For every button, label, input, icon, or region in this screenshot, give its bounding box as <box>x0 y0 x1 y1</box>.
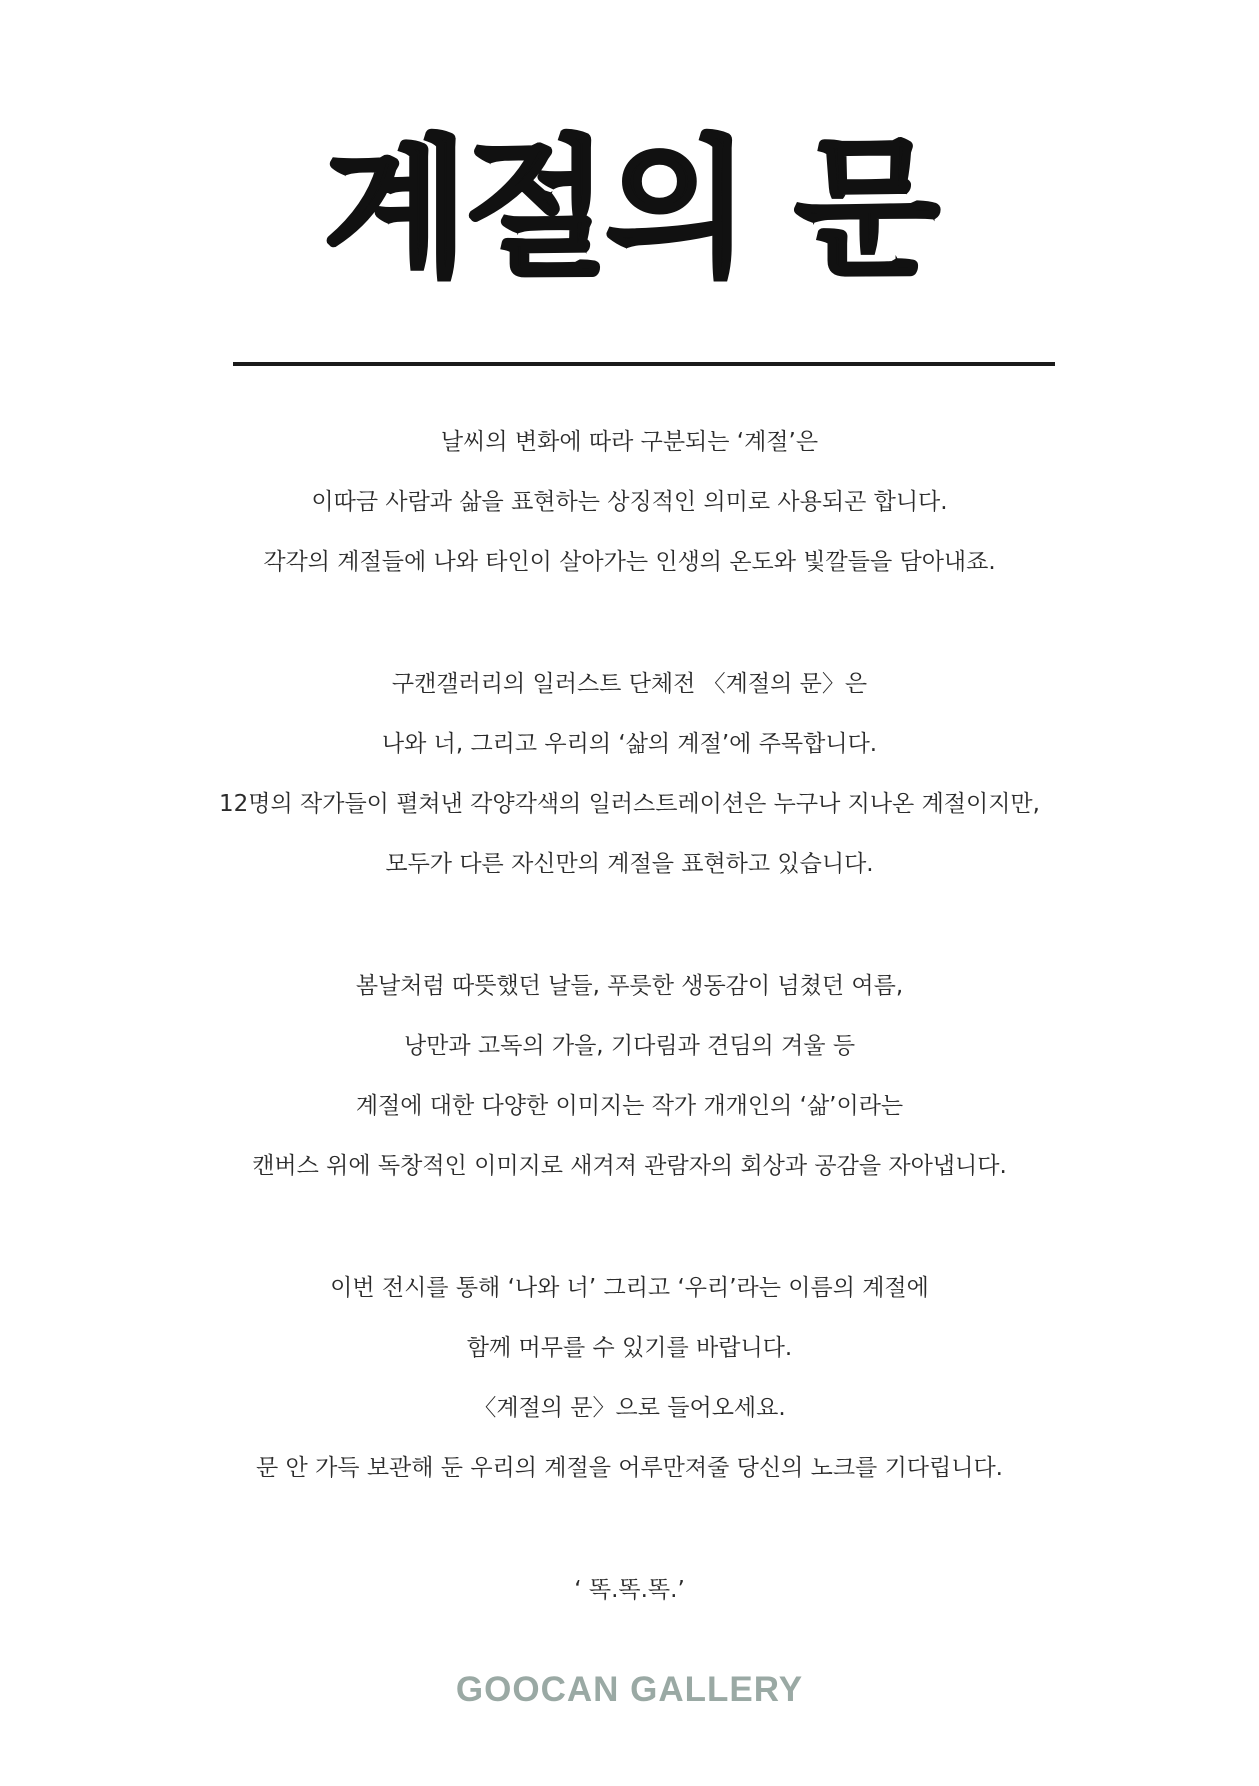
text-line: 〈계절의 문〉으로 들어오세요. <box>473 1395 786 1421</box>
paragraph-knock <box>0 1560 1259 1620</box>
text-line: 이따금 사람과 삶을 표현하는 상징적인 의미로 사용되곤 합니다. <box>311 489 948 515</box>
paragraph-seasons <box>0 956 1259 1196</box>
text-line: 봄날처럼 따뜻했던 날들, 푸릇한 생동감이 넘쳤던 여름, <box>355 973 904 999</box>
text-line: 문 안 가득 보관해 둔 우리의 계절을 어루만져줄 당신의 노크를 기다립니다. <box>256 1455 1003 1481</box>
text-line: 계절에 대한 다양한 이미지는 작가 개개인의 ‘삶’이라는 <box>355 1093 904 1119</box>
text-line: 모두가 다른 자신만의 계절을 표현하고 있습니다. <box>385 851 874 877</box>
paragraph-invitation <box>0 1258 1259 1498</box>
exhibition-statement <box>0 412 1259 1682</box>
text-line: 구캔갤러리의 일러스트 단체전 〈계절의 문〉은 <box>391 671 868 697</box>
text-line: 12명의 작가들이 펼쳐낸 각양각색의 일러스트레이션은 누구나 지나온 계절이지만, <box>219 791 1040 817</box>
gallery-logo: GOOCAN GALLERY <box>455 1670 804 1709</box>
text-line: 캔버스 위에 독창적인 이미지로 새겨져 관람자의 회상과 공감을 자아냅니다. <box>252 1153 1007 1179</box>
title-divider <box>233 362 1055 366</box>
page-title: 계절의 문 <box>323 123 936 297</box>
text-line: 나와 너, 그리고 우리의 ‘삶의 계절’에 주목합니다. <box>381 731 878 757</box>
paragraph-exhibition <box>0 654 1259 894</box>
text-line: 날씨의 변화에 따라 구분되는 ‘계절’은 <box>440 429 819 455</box>
text-line: 각각의 계절들에 나와 타인이 살아가는 인생의 온도와 빛깔들을 담아내죠. <box>263 549 996 575</box>
text-line: 이번 전시를 통해 ‘나와 너’ 그리고 ‘우리’라는 이름의 계절에 <box>330 1275 929 1301</box>
text-line: ‘ 똑.똑.똑.’ <box>574 1577 685 1603</box>
paragraph-intro <box>0 412 1259 592</box>
text-line: 함께 머무를 수 있기를 바랍니다. <box>466 1335 793 1361</box>
text-line: 낭만과 고독의 가을, 기다림과 견딤의 겨울 등 <box>403 1033 856 1059</box>
